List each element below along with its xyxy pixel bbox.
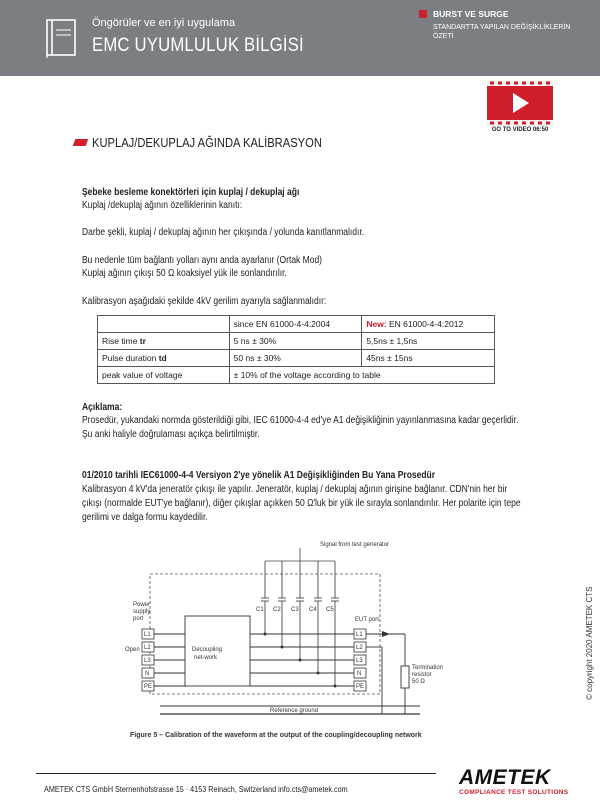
table-cell [98, 350, 230, 367]
body-heading: Şebeke besleme konektörleri için kuplaj / dekuplaj ağı [82, 187, 300, 198]
table-cell [98, 333, 230, 350]
decoupling-label-2: net-work [194, 655, 218, 661]
note-line-2: Şu anki haliyle doğrulaması açıkça belirtilmiştir. [82, 429, 260, 440]
footer-address: AMETEK CTS GmbH Sternenhofstrasse 15 · 4153 Reinach, Switzerland info.cts@ametek.com [44, 784, 348, 794]
row-label: Rise time [102, 336, 140, 346]
decoupling-label-1: Decoupling [192, 647, 223, 653]
note-heading-text: Açıklama [82, 402, 120, 413]
table-cell: 5 ns ± 30% [229, 333, 362, 350]
note-heading: Açıklama: [82, 402, 123, 413]
header-subtitle: Öngörüler ve en iyi uygulama [92, 17, 236, 29]
procedure-heading: 01/2010 tarihli IEC61000-4-4 Versiyon 2'ye yönelik A1 Değişikliğinden Bu Yana Prosedür [82, 470, 436, 481]
procedure-line-1: Kalibrasyon 4 kV'da jeneratör çıkışı ile yapılır. Jeneratör, kuplaj / dekuplaj ağının girişine bağlanır. CDN'nin her bir [82, 484, 508, 495]
footer-divider [36, 773, 436, 774]
tag-subtitle: STANDARTTA YAPILAN DEĞİŞİKLİKLERİN ÖZETİ [433, 24, 571, 40]
eut-port-label: EUT port [355, 617, 379, 623]
right-line-label: N [357, 671, 362, 677]
body-paragraph-4: Kalibrasyon aşağıdaki şekilde 4kV gerilim ayarıyla sağlanmalıdır: [82, 296, 327, 307]
copyright-notice: © copyright 2020 AMETEK CTS [585, 586, 594, 700]
table-cell: 5,5ns ± 1,5ns [362, 333, 495, 350]
power-label-2: supply [133, 609, 151, 615]
power-label-1: Power [133, 602, 151, 608]
table-row [98, 367, 495, 384]
capacitor-label: C5 [326, 607, 334, 613]
table-header-row [98, 316, 495, 333]
body-paragraph-2: Darbe şekli, kuplaj / dekuplaj ağının her çıkışında / yolunda kanıtlanmalıdır. [82, 227, 365, 238]
book-icon [44, 18, 78, 58]
video-button[interactable] [487, 80, 553, 126]
table-header-cell [362, 316, 495, 333]
right-line-label: L1 [356, 632, 363, 638]
tag-marker [419, 10, 427, 18]
row-symbol: tr [139, 336, 146, 346]
table-cell: 45ns ± 15ns [362, 350, 495, 367]
left-line-label: N [145, 671, 150, 677]
table-header-cell: since EN 61000-4-4:2004 [229, 316, 362, 333]
calibration-table [97, 315, 495, 384]
body-paragraph-3b: Kuplaj ağının çıkışı 50 Ω koaksiyel yük ile sonlandırılır. [82, 268, 287, 279]
table-cell: ± 10% of the voltage according to table [229, 367, 494, 384]
body-paragraph-1: Kuplaj /dekuplaj ağının özelliklerinin kanıtı: [82, 200, 243, 211]
table-cell: 50 ns ± 30% [229, 350, 362, 367]
row-symbol: td [158, 353, 167, 363]
body-paragraph-3a: Bu nedenle tüm bağlantı yolları aynı anda ayarlanır (Ortak Mod) [82, 255, 323, 266]
capacitor-label: C4 [309, 607, 317, 613]
figure-caption: Figure 5 – Calibration of the waveform at the output of the coupling/decoupling network [130, 732, 422, 739]
termination-label-1: Termination [412, 665, 444, 671]
procedure-line-2: çıkışı (normalde EUT'ye bağlanır), diğer çıkışlar açıkken 50 Ω'luk bir yük ile sırayla sonlandırılır. Her polarite için tepe [82, 498, 521, 509]
video-caption[interactable]: GO TO VIDEO 06:50 [491, 127, 549, 133]
termination-label-3: 50 Ω [412, 679, 425, 685]
calibration-diagram [120, 536, 460, 726]
left-line-label: L1 [144, 632, 151, 638]
left-line-label: L3 [144, 658, 151, 664]
new-standard: EN 61000-4-4:2012 [386, 319, 464, 329]
right-line-label: PE [356, 684, 365, 690]
right-line-label: L3 [356, 658, 363, 664]
termination-label-2: resistor [412, 672, 432, 678]
header-title: EMC UYUMLULUK BİLGİSİ [92, 35, 304, 56]
section-title: KUPLAJ/DEKUPLAJ AĞINDA KALİBRASYON [92, 135, 322, 150]
arrow-icon [382, 631, 390, 637]
left-line-label: L2 [144, 645, 151, 651]
ground-label: Reference ground [270, 708, 319, 714]
table-row [98, 333, 495, 350]
table-header-cell [98, 316, 230, 333]
capacitor-label: C3 [291, 607, 299, 613]
capacitor-label: C2 [273, 607, 281, 613]
note-line-1: Prosedür, yukandaki normda gösterildiği gibi, IEC 61000-4-4 ed'ye A1 değişikliğinin yayınlanmasına kadar geçerlidir. [82, 415, 519, 426]
procedure-line-3: gerilimi ve dalga formu kaydedilir. [82, 512, 208, 523]
power-label-3: port [133, 616, 144, 622]
left-line-label: PE [144, 684, 153, 690]
signal-label: Signal from test generator [320, 542, 390, 548]
right-line-label: L2 [356, 645, 363, 651]
play-icon [487, 80, 553, 126]
row-label: Pulse duration [102, 353, 159, 363]
new-label: New: [366, 319, 387, 329]
table-cell: peak value of voltage [98, 367, 230, 384]
section-marker [73, 139, 89, 146]
capacitor-label: C1 [256, 607, 264, 613]
open-label: Open [125, 647, 140, 653]
table-row [98, 350, 495, 367]
ametek-logo-subtitle: COMPLIANCE TEST SOLUTIONS [459, 789, 569, 796]
ametek-logo: AMETEK [459, 766, 551, 789]
tag-title: BURST VE SURGE [433, 9, 509, 19]
